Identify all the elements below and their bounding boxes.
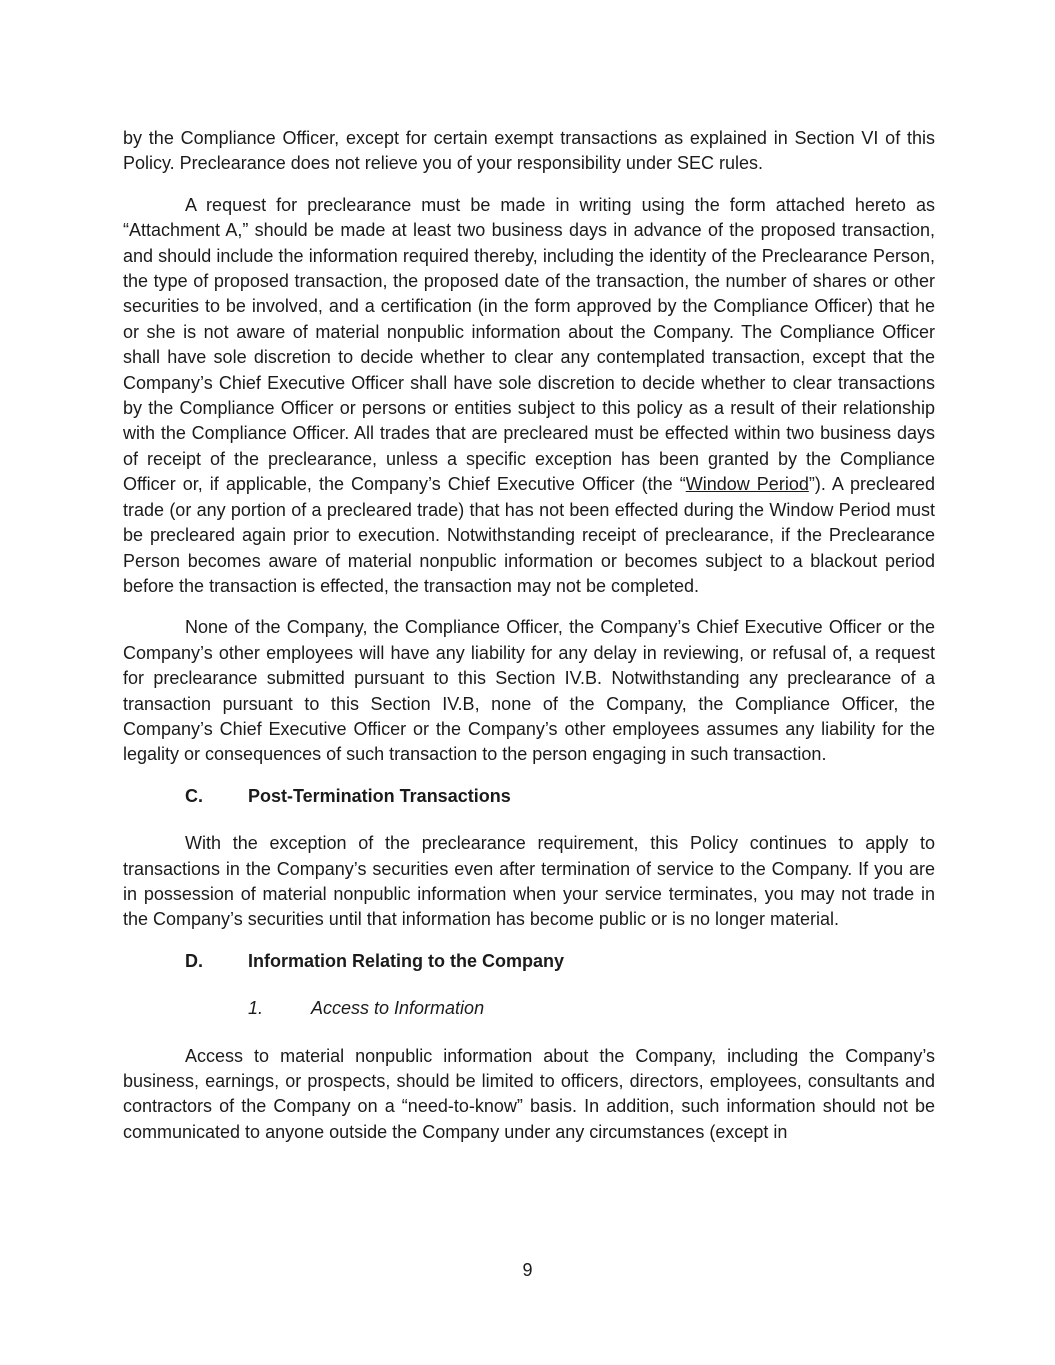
section-heading-information-relating (185, 949, 935, 974)
paragraph-text: A request for preclearance must be made in writing using the form attached hereto as “Attachment A,” should be made at least two business days in advance of the proposed transaction, and should include the information required thereby, including the identity of the Preclearance Person, the type of proposed transaction, the proposed date of the transaction, the number of shares or other securities to be involved, and a certification (in the form approved by the Compliance Officer) that he or she is not aware of material nonpublic information about the Company. The Compliance Officer shall have sole discretion to decide whether to clear any contemplated transaction, except that the Company’s Chief Executive Officer shall have sole discretion to decide whether to clear transactions by the Compliance Officer or persons or entities subject to this policy as a result of their relationship with the Compliance Officer. All trades that are precleared must be effected within two business days of receipt of the preclearance, unless a specific exception has been granted by the Compliance Officer or, if applicable, the Company’s Chief Executive Officer (the “ (123, 194, 935, 495)
paragraph-preclearance-intro (123, 126, 935, 177)
subsection-label: 1. (248, 998, 264, 1019)
paragraph-text: Access to material nonpublic information about the Company, including the Company’s business, earnings, or prospects, should be limited to officers, directors, employees, consultants and contractors of the Company on a “need-to-know” basis. In addition, such information should not be communicated to anyone outside the Company under any circumstances (except in (123, 1045, 935, 1142)
section-heading-post-termination (185, 784, 935, 809)
paragraph-text: None of the Company, the Compliance Officer, the Company’s Chief Executive Officer or the Company’s other employees will have any liability for any delay in reviewing, or refusal of, a request for preclearance submitted pursuant to this Section IV.B. Notwithstanding any preclearance of a transaction pursuant to this Section IV.B, none of the Company, the Compliance Officer, the Company’s Chief Executive Officer or the Company’s other employees assumes any liability for the legality or consequences of such transaction to the person engaging in such transaction. (123, 617, 935, 765)
paragraph-post-termination (123, 831, 935, 933)
paragraph-text: With the exception of the preclearance requirement, this Policy continues to apply to transactions in the Company’s securities even after termination of service to the Company. If you are in possession of material nonpublic information when your service terminates, you may not trade in the Company’s securities until that information has become public or is no longer material. (123, 833, 935, 930)
paragraph-text: by the Compliance Officer, except for certain exempt transactions as explained in Section VI of this Policy. Preclearance does not relieve you of your responsibility under SEC rules. (123, 128, 935, 174)
paragraph-access-to-information (123, 1044, 935, 1146)
section-title: Information Relating to the Company (248, 950, 565, 971)
subsection-heading-access-to-information (248, 996, 935, 1021)
section-label: C. (185, 785, 203, 806)
section-title: Post-Termination Transactions (248, 785, 511, 806)
section-label: D. (185, 950, 203, 971)
paragraph-preclearance-request (123, 193, 935, 600)
page-number: 9 (522, 1260, 533, 1280)
paragraph-text: ”). A precleared trade (or any portion of a precleared trade) that has not been effected during the Window Period must be precleared again prior to execution. Notwithstanding receipt of preclearance, if the Preclearance Person becomes aware of material nonpublic information or becomes subject to a blackout period before the transaction is effected, the transaction may not be completed. (123, 474, 936, 596)
underlined-term-window-period: Window Period (685, 474, 809, 495)
paragraph-liability-disclaimer (123, 615, 935, 767)
subsection-title: Access to Information (311, 998, 485, 1019)
